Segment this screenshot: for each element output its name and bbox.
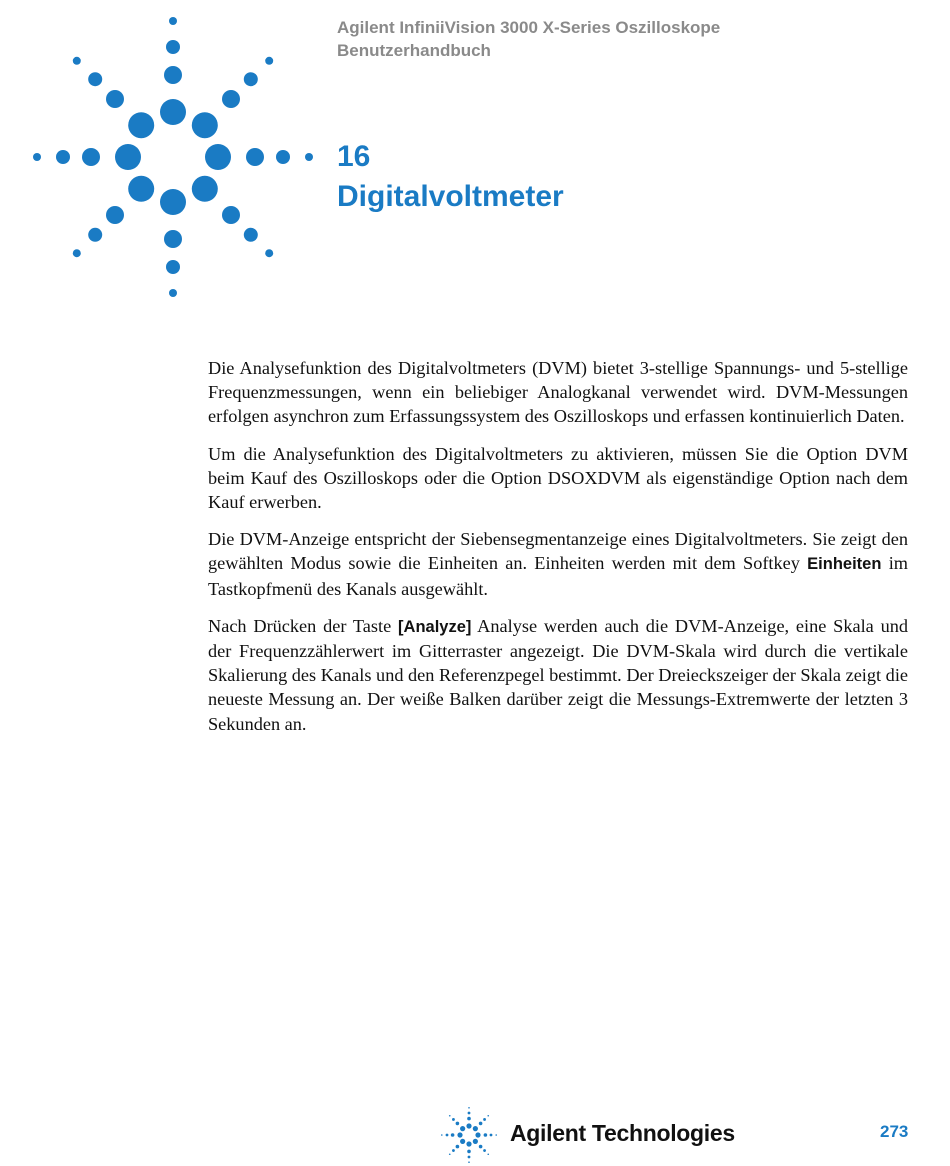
- spark-dot: [33, 153, 41, 161]
- spark-dot: [106, 206, 124, 224]
- spark-dot: [473, 1126, 478, 1131]
- spark-dot: [164, 230, 182, 248]
- spark-dot: [451, 1133, 455, 1137]
- spark-dot: [160, 189, 186, 215]
- spark-dot: [460, 1126, 465, 1131]
- spark-dot: [475, 1132, 480, 1137]
- agilent-spark-logo-icon: [18, 2, 328, 312]
- paragraph-display-text-end: im Tastkopfmenü des Kanals ausgewählt.: [208, 553, 908, 599]
- spark-dot: [166, 260, 180, 274]
- paragraph-display: [208, 527, 908, 601]
- spark-dot: [276, 150, 290, 164]
- spark-dot: [166, 40, 180, 54]
- spark-dot: [265, 249, 273, 257]
- paragraph-activation: Um die Analysefunktion des Digitalvoltmeters zu aktivieren, müssen Sie die Option DVM beim Kauf des Oszilloskops oder die Option DSOXDVM als eigenständige Option nach dem Kauf erwerben.: [208, 443, 908, 513]
- spark-dot: [487, 1153, 489, 1155]
- spark-dot: [305, 153, 313, 161]
- chapter-title: Digitalvoltmeter: [337, 180, 564, 213]
- spark-dot: [192, 112, 218, 138]
- spark-dot: [460, 1139, 465, 1144]
- spark-dot: [446, 1134, 449, 1137]
- spark-dot: [205, 144, 231, 170]
- spark-dot: [222, 90, 240, 108]
- spark-dot: [441, 1134, 443, 1136]
- spark-dot: [115, 144, 141, 170]
- spark-dot: [82, 148, 100, 166]
- spark-dot: [466, 1123, 471, 1128]
- spark-dot: [483, 1149, 486, 1152]
- header-document-type: Benutzerhandbuch: [337, 41, 491, 60]
- spark-dot: [169, 289, 177, 297]
- softkey-units: Einheiten: [807, 555, 882, 574]
- spark-dot: [479, 1122, 483, 1126]
- spark-dot: [468, 1156, 471, 1159]
- chapter-heading: [337, 137, 564, 217]
- spark-dot: [479, 1145, 483, 1149]
- spark-dot: [244, 72, 258, 86]
- spark-dot: [484, 1133, 488, 1137]
- spark-dot: [456, 1122, 460, 1126]
- spark-dot: [487, 1115, 489, 1117]
- key-analyze: [Analyze]: [398, 617, 472, 636]
- agilent-spark-logo-icon: [438, 1104, 500, 1166]
- spark-dot: [483, 1118, 486, 1121]
- paragraph-analyze-text: Nach Drücken der Taste: [208, 615, 399, 636]
- spark-dot: [56, 150, 70, 164]
- spark-dot: [452, 1149, 455, 1152]
- header-product-title: Agilent InfiniiVision 3000 X-Series Oszilloskope: [337, 18, 721, 37]
- spark-dot: [160, 99, 186, 125]
- spark-dot: [128, 112, 154, 138]
- spark-dot: [88, 72, 102, 86]
- brand-name: Agilent Technologies: [510, 1120, 735, 1146]
- spark-dot: [452, 1118, 455, 1121]
- paragraph-intro: Die Analysefunktion des Digitalvoltmeters (DVM) bietet 3-stellige Spannungs- und 5-stellige Frequenzmessungen, wenn ein beliebiger Analogkanal verwendet wird. DVM-Messungen erfolgen asynchron zum Erfassungssystem des Oszilloskops und erfassen kontinuierlich Daten.: [208, 358, 908, 427]
- spark-dot: [466, 1141, 471, 1146]
- spark-dot: [449, 1115, 451, 1117]
- spark-dot: [164, 66, 182, 84]
- spark-dot: [73, 249, 81, 257]
- spark-dot: [468, 1112, 471, 1115]
- spark-dot: [468, 1161, 470, 1163]
- page-number: 273: [880, 1122, 909, 1141]
- spark-dot: [457, 1132, 462, 1137]
- spark-dot: [473, 1139, 478, 1144]
- chapter-body: [208, 356, 908, 749]
- spark-dot: [192, 176, 218, 202]
- paragraph-analyze: [208, 614, 908, 736]
- spark-dot: [73, 57, 81, 65]
- chapter-number: 16: [337, 140, 371, 173]
- spark-dot: [468, 1107, 470, 1109]
- spark-dot: [265, 57, 273, 65]
- spark-dot: [467, 1150, 471, 1154]
- spark-dot: [490, 1134, 493, 1137]
- spark-dot: [495, 1134, 497, 1136]
- spark-dot: [449, 1153, 451, 1155]
- spark-dot: [88, 228, 102, 242]
- spark-dot: [244, 228, 258, 242]
- document-header: [337, 16, 720, 62]
- spark-dot: [169, 17, 177, 25]
- spark-dot: [222, 206, 240, 224]
- paragraph-analyze-text-end: Analyse werden auch die DVM-Anzeige, eine Skala und der Frequenzzählerwert im Gitterraster angezeigt. Die DVM-Skala wird durch die vertikale Skalierung des Kanals und den Referenzpegel bestimmt. Der Dreieckszeiger der Skala zeigt die neueste Messung an. Der weiße Balken darüber zeigt die Messungs-Extremwerte der letzten 3 Sekunden an.: [208, 615, 909, 734]
- spark-dot: [246, 148, 264, 166]
- spark-dot: [456, 1145, 460, 1149]
- spark-dot: [128, 176, 154, 202]
- paragraph-display-text: Die DVM-Anzeige entspricht der Siebensegmentanzeige eines Digitalvoltmeters. Sie zeigt den gewählten Modus sowie die Einheiten an. Einheiten werden mit dem Softkey: [208, 529, 908, 574]
- spark-dot: [106, 90, 124, 108]
- spark-dot: [467, 1117, 471, 1121]
